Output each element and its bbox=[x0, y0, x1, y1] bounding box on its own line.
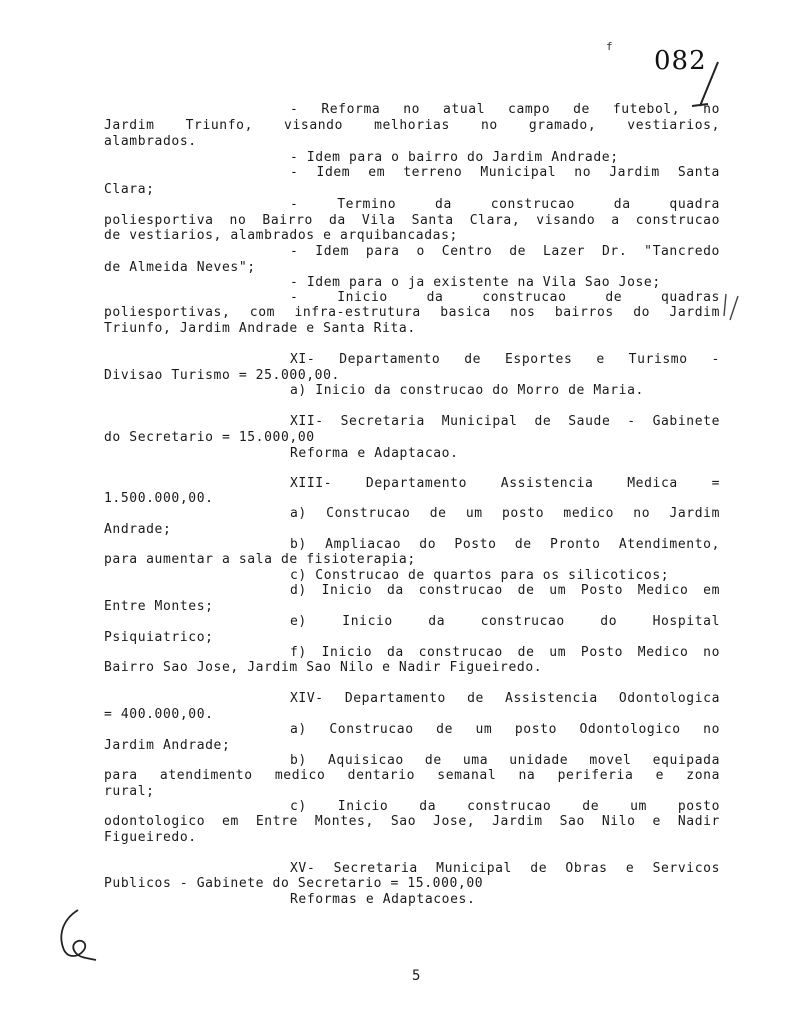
text-line: c) Inicio da construcao de um posto bbox=[290, 799, 720, 814]
text-line: Bairro Sao Jose, Jardim Sao Nilo e Nadir Figueiredo. bbox=[104, 660, 543, 675]
text-line: poliesportivas, com infra-estrutura basica nos bairros do Jardim bbox=[104, 305, 720, 320]
text-line: - Idem para o ja existente na Vila Sao Jose; bbox=[290, 275, 661, 290]
text-line: - Reforma no atual campo de futebol, no bbox=[290, 102, 720, 117]
text-line: rural; bbox=[104, 784, 155, 799]
text-line: XV- Secretaria Municipal de Obras e Servicos bbox=[290, 861, 720, 876]
text-line: para aumentar a sala de fisioterapia; bbox=[104, 552, 416, 567]
text-line: Publicos - Gabinete do Secretario = 15.000,00 bbox=[104, 876, 484, 891]
text-line: do Secretario = 15.000,00 bbox=[104, 430, 315, 445]
page-number: 5 bbox=[412, 968, 422, 984]
text-line: Divisao Turismo = 25.000,00. bbox=[104, 368, 340, 383]
text-line: Andrade; bbox=[104, 522, 172, 537]
text-line: b) Aquisicao de uma unidade movel equipada bbox=[290, 753, 720, 768]
text-line: de vestiarios, alambrados e arquibancadas; bbox=[104, 228, 458, 243]
text-line: XII- Secretaria Municipal de Saude - Gabinete bbox=[290, 414, 720, 429]
text-line: odontologico em Entre Montes, Sao Jose, Jardim Sao Nilo e Nadir bbox=[104, 814, 720, 829]
text-line: Psiquiatrico; bbox=[104, 630, 214, 645]
text-line: Entre Montes; bbox=[104, 599, 214, 614]
text-line: poliesportiva no Bairro da Vila Santa Clara, visando a construcao bbox=[104, 213, 720, 228]
text-line: a) Inicio da construcao do Morro de Maria. bbox=[290, 383, 644, 398]
text-line: para atendimento medico dentario semanal na periferia e zona bbox=[104, 768, 720, 783]
text-line: XI- Departamento de Esportes e Turismo - bbox=[290, 352, 720, 367]
text-line: 1.500.000,00. bbox=[104, 491, 214, 506]
text-line: XIII- Departamento Assistencia Medica = bbox=[290, 476, 720, 491]
text-line: Reforma e Adaptacao. bbox=[290, 446, 459, 461]
margin-slash-mark bbox=[720, 292, 744, 322]
text-line: = 400.000,00. bbox=[104, 707, 214, 722]
folio-stamp: 082 bbox=[654, 46, 707, 76]
text-line: XIV- Departamento de Assistencia Odontologica bbox=[290, 691, 720, 706]
text-line: de Almeida Neves"; bbox=[104, 260, 256, 275]
text-line: - Termino da construcao da quadra bbox=[290, 197, 720, 212]
text-line: d) Inicio da construcao de um Posto Medico em bbox=[290, 583, 720, 598]
text-line: Triunfo, Jardim Andrade e Santa Rita. bbox=[104, 321, 416, 336]
text-line: a) Construcao de um posto Odontologico no bbox=[290, 722, 720, 737]
text-line: Clara; bbox=[104, 182, 155, 197]
text-line: - Idem em terreno Municipal no Jardim Santa bbox=[290, 165, 720, 180]
text-line: - Inicio da construcao de quadras bbox=[290, 290, 720, 305]
handwritten-initial-mark bbox=[52, 906, 100, 962]
text-line: Reformas e Adaptacoes. bbox=[290, 892, 476, 907]
text-line: Figueiredo. bbox=[104, 830, 197, 845]
text-line: Jardim Triunfo, visando melhorias no gramado, vestiarios, bbox=[104, 118, 720, 133]
text-line: - Idem para o bairro do Jardim Andrade; bbox=[290, 150, 619, 165]
margin-tick: f bbox=[606, 40, 614, 53]
text-line: alambrados. bbox=[104, 134, 197, 149]
text-line: c) Construcao de quartos para os silicoticos; bbox=[290, 568, 670, 583]
text-line: b) Ampliacao do Posto de Pronto Atendimento, bbox=[290, 537, 720, 552]
text-line: e) Inicio da construcao do Hospital bbox=[290, 614, 720, 629]
text-line: a) Construcao de um posto medico no Jardim bbox=[290, 506, 720, 521]
text-line: f) Inicio da construcao de um Posto Medico no bbox=[290, 645, 720, 660]
text-line: - Idem para o Centro de Lazer Dr. "Tancredo bbox=[290, 244, 720, 259]
text-line: Jardim Andrade; bbox=[104, 738, 231, 753]
